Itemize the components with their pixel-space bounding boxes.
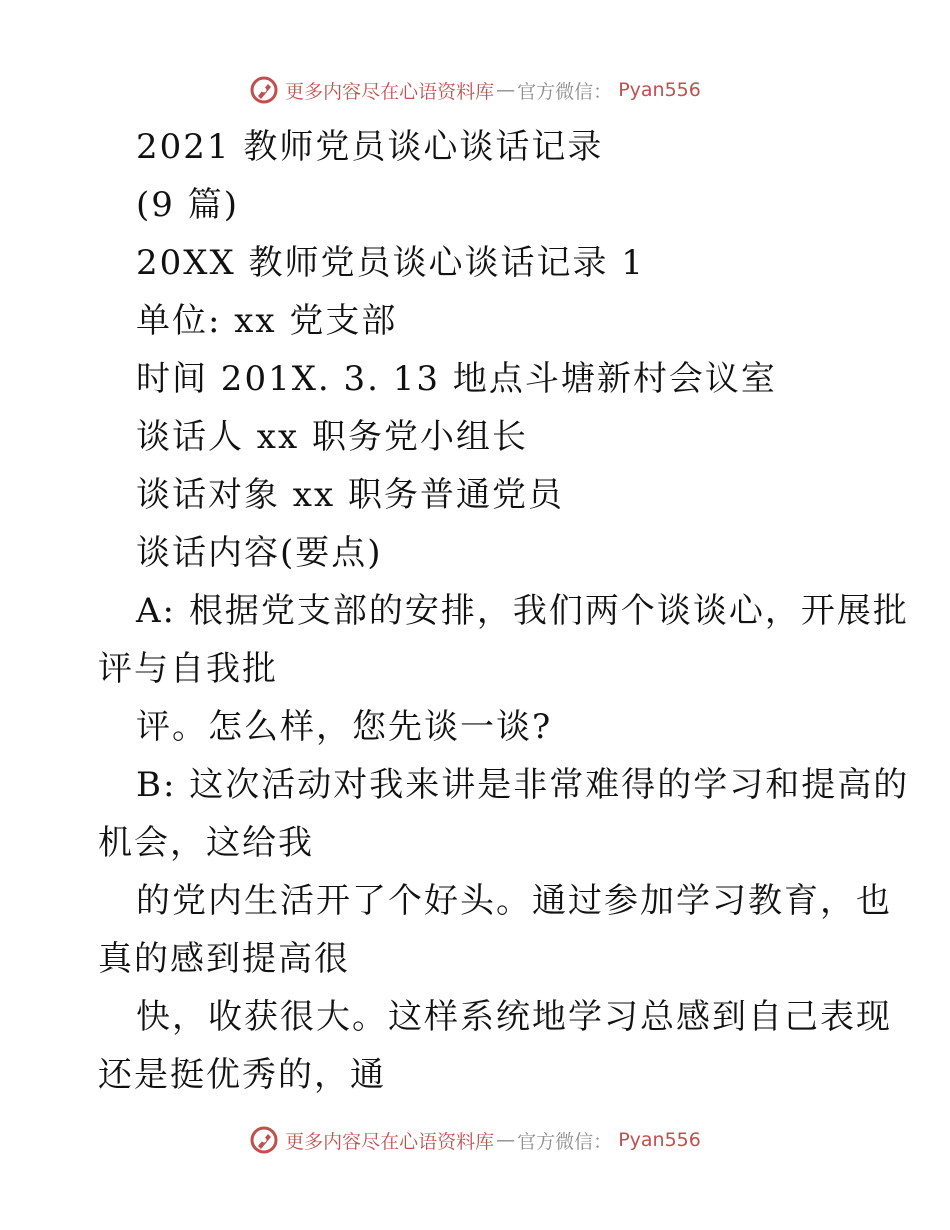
pen-logo-icon bbox=[249, 1125, 279, 1155]
watermark-wechat-id: Pyan556 bbox=[618, 79, 701, 101]
doc-line: 真的感到提高很 bbox=[98, 939, 350, 979]
doc-line: 评与自我批 bbox=[98, 649, 278, 689]
header-watermark bbox=[0, 70, 950, 110]
doc-line: 的党内生活开了个好头。通过参加学习教育，也 bbox=[136, 881, 892, 921]
watermark-separator: — bbox=[496, 1129, 516, 1151]
watermark-brand: 更多内容尽在心语资料库 bbox=[285, 80, 495, 103]
watermark-wechat-id: Pyan556 bbox=[618, 1129, 701, 1151]
doc-line: 还是挺优秀的，通 bbox=[98, 1055, 386, 1095]
doc-line: (9 篇) bbox=[136, 185, 239, 225]
watermark-separator: — bbox=[496, 79, 516, 101]
doc-line: 20XX 教师党员谈心谈话记录 1 bbox=[136, 243, 645, 283]
doc-line: 机会，这给我 bbox=[98, 823, 314, 863]
footer-watermark bbox=[0, 1120, 950, 1160]
document-body bbox=[98, 118, 910, 1104]
doc-line: 谈话对象 xx 职务普通党员 bbox=[136, 475, 564, 515]
doc-line: 谈话人 xx 职务党小组长 bbox=[136, 417, 528, 457]
doc-line: 快，收获很大。这样系统地学习总感到自己表现 bbox=[136, 997, 892, 1037]
doc-line: 2021 教师党员谈心谈话记录 bbox=[136, 127, 604, 167]
doc-line: 时间 201X. 3. 13 地点斗塘新村会议室 bbox=[136, 359, 777, 399]
doc-line: A: 根据党支部的安排，我们两个谈谈心，开展批 bbox=[136, 591, 909, 631]
watermark-label: 官方微信： bbox=[517, 1130, 613, 1153]
watermark-label: 官方微信： bbox=[517, 80, 613, 103]
doc-line: 谈话内容(要点) bbox=[136, 533, 383, 573]
doc-line: 评。怎么样，您先谈一谈? bbox=[136, 707, 553, 747]
doc-line: B: 这次活动对我来讲是非常难得的学习和提高的 bbox=[136, 765, 910, 805]
watermark-brand: 更多内容尽在心语资料库 bbox=[285, 1130, 495, 1153]
pen-logo-icon bbox=[249, 75, 279, 105]
doc-line: 单位: xx 党支部 bbox=[136, 301, 398, 341]
